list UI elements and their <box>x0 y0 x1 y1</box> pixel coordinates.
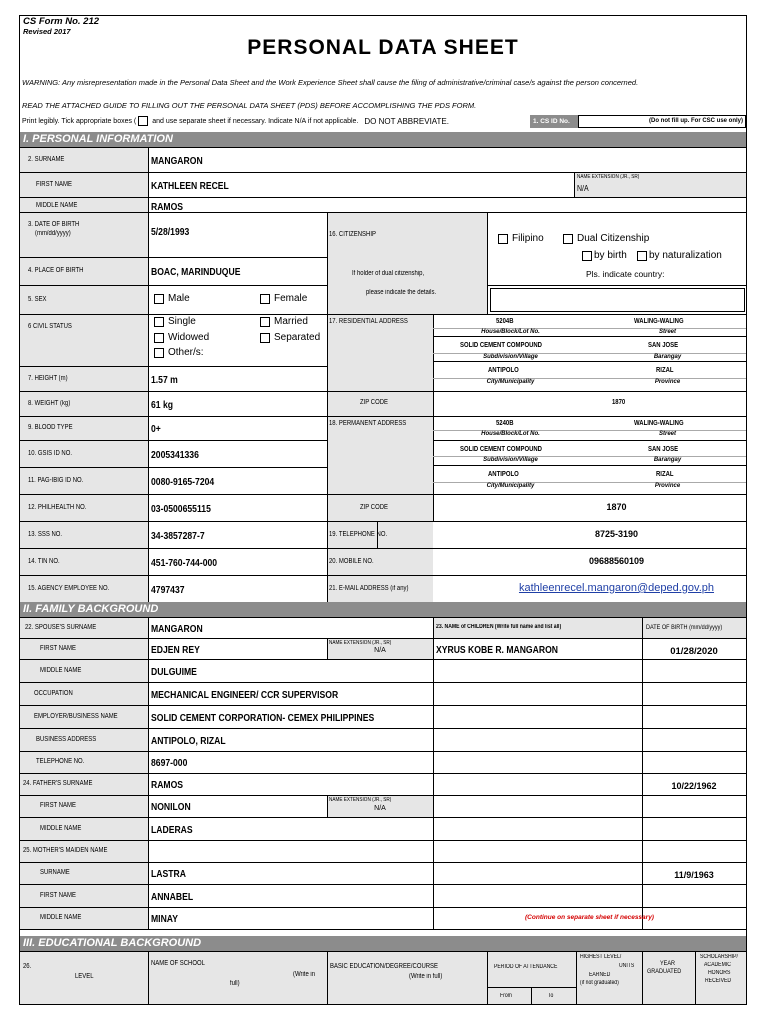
res-house-value: 5204B <box>496 318 514 325</box>
weight-value: 61 kg <box>151 399 174 411</box>
tin-label: 14. TIN NO. <box>28 558 60 565</box>
perm-house-caption: House/Block/Lot No. <box>481 431 540 437</box>
mother-middle-value: MINAY <box>151 913 178 925</box>
education-number: 26. <box>23 963 32 970</box>
occupation-value: MECHANICAL ENGINEER/ CCR SUPERVISOR <box>151 689 339 701</box>
perm-street-value: WALING-WALING <box>634 420 684 427</box>
school-label-a: NAME OF SCHOOL <box>151 960 205 967</box>
continue-note: (Continue on separate sheet if necessary) <box>525 914 654 921</box>
telephone-label-b: NO. <box>376 531 388 538</box>
business-tel-label: TELEPHONE NO. <box>36 758 85 765</box>
male-label: Male <box>168 293 190 304</box>
father-middle-label: MIDDLE NAME <box>40 825 82 832</box>
dual-note-2: please indicate the details. <box>366 289 437 296</box>
perm-subdivision-value: SOLID CEMENT COMPOUND <box>460 446 542 453</box>
spouse-first-label: FIRST NAME <box>40 645 76 652</box>
gsis-value: 2005341336 <box>151 449 199 461</box>
cit-filipino-option[interactable] <box>498 233 544 244</box>
dob-label: 3. DATE OF BIRTH <box>28 221 80 228</box>
name-extension-label: NAME EXTENSION (JR., SR) <box>577 174 640 180</box>
res-house-caption: House/Block/Lot No. <box>481 329 540 335</box>
father-surname-label: 24. FATHER'S SURNAME <box>23 780 93 787</box>
pagibig-label: 11. PAG-IBIG ID NO. <box>28 477 84 484</box>
tick-sample-checkbox <box>138 116 148 126</box>
employer-value: SOLID CEMENT CORPORATION- CEMEX PHILIPPINES <box>151 712 375 724</box>
email-link[interactable]: kathleenrecel.mangaron@deped.gov.ph <box>518 582 715 594</box>
res-barangay-caption: Barangay <box>653 354 682 360</box>
perm-city-caption: City/Municipality <box>486 483 535 489</box>
married-checkbox[interactable] <box>260 317 270 327</box>
country-field[interactable] <box>490 288 745 312</box>
father-first-value: NONILON <box>151 801 191 813</box>
email-label: 21. E-MAIL ADDRESS (if any) <box>329 585 409 592</box>
name-extension-value: N/A <box>577 183 589 193</box>
mother-middle-label: MIDDLE NAME <box>40 914 82 921</box>
single-checkbox[interactable] <box>154 317 164 327</box>
citizenship-label: 16. CITIZENSHIP <box>329 231 376 238</box>
perm-barangay-caption: Barangay <box>653 457 682 463</box>
telephone-label <box>329 531 387 538</box>
agency-no-value: 4797437 <box>151 584 185 596</box>
widowed-checkbox[interactable] <box>154 333 164 343</box>
honors-a: SCHOLARSHIP/ <box>700 954 738 960</box>
year-graduated-a: YEAR <box>660 960 676 967</box>
highest-level-b: UNITS <box>619 963 635 969</box>
perm-barangay-value: SAN JOSE <box>648 446 679 453</box>
perm-zip-label: ZIP CODE <box>360 504 388 511</box>
school-label-b: (Write in <box>293 971 316 978</box>
school-label-c: full) <box>230 980 240 987</box>
by-birth-checkbox[interactable] <box>582 251 592 261</box>
sss-label: 13. SSS NO. <box>28 531 63 538</box>
perm-subdivision-caption: Subdivision/Village <box>483 457 538 463</box>
child-dob-value: 01/28/2020 <box>670 646 718 657</box>
weight-label: 8. WEIGHT (kg) <box>28 400 71 407</box>
gsis-label: 10. GSIS ID NO. <box>28 450 72 457</box>
revised-date: Revised 2017 <box>23 27 71 36</box>
csc-use-note: (Do not fill up. For CSC use only) <box>649 118 743 124</box>
res-barangay-value: SAN JOSE <box>648 342 679 349</box>
spouse-surname-value: MANGARON <box>151 623 203 635</box>
res-zip-label: ZIP CODE <box>360 399 388 406</box>
agency-no-label: 15. AGENCY EMPLOYEE NO. <box>28 585 110 592</box>
telephone-value: 8725-3190 <box>594 529 639 539</box>
spouse-surname-label: 22. SPOUSE'S SURNAME <box>25 624 97 631</box>
perm-city-value: ANTIPOLO <box>488 471 519 478</box>
blood-type-value: 0+ <box>151 423 161 435</box>
to-label: To <box>548 993 554 999</box>
business-address-value: ANTIPOLO, RIZAL <box>151 735 226 747</box>
first-name-value: KATHLEEN RECEL <box>151 180 229 192</box>
residential-address-label: 17. RESIDENTIAL ADDRESS <box>329 318 408 325</box>
single-label: Single <box>168 316 196 327</box>
res-subdivision-value: SOLID CEMENT COMPOUND <box>460 342 542 349</box>
res-zip-value: 1870 <box>612 399 626 406</box>
perm-house-value: 5240B <box>496 420 514 427</box>
honors-b: ACADEMIC <box>704 962 731 968</box>
mobile-value: 09688560109 <box>588 556 645 566</box>
dual-note-1: If holder of dual citizenship, <box>352 270 425 277</box>
business-address-label: BUSINESS ADDRESS <box>36 736 97 743</box>
perm-province-caption: Province <box>654 483 681 489</box>
course-label-a: BASIC EDUCATION/DEGREE/COURSE <box>330 963 439 970</box>
cs-id-field[interactable] <box>578 115 746 128</box>
female-label: Female <box>274 293 308 304</box>
spouse-middle-label: MIDDLE NAME <box>40 667 82 674</box>
perm-province-value: RIZAL <box>656 471 674 478</box>
dob-value: 5/28/1993 <box>151 226 190 238</box>
attendance-label: PERIOD OF ATTENDANCE <box>494 964 558 970</box>
father-ext-value: N/A <box>374 805 386 812</box>
spouse-ext-value: N/A <box>374 647 386 654</box>
married-label: Married <box>274 316 308 327</box>
sex-female-option[interactable] <box>260 293 307 304</box>
occupation-label: OCCUPATION <box>34 690 73 697</box>
filipino-checkbox[interactable] <box>498 234 508 244</box>
course-label-b: (Write in full) <box>409 973 443 980</box>
res-province-caption: Province <box>654 379 681 385</box>
perm-zip-value: 1870 <box>606 502 627 512</box>
mobile-label: 20. MOBILE NO. <box>329 558 374 565</box>
mother-maiden-label: 25. MOTHER'S MAIDEN NAME <box>23 847 108 854</box>
mother-dob-value: 11/9/1963 <box>674 870 714 880</box>
citizenship-label-bg <box>327 212 487 314</box>
dob-format: (mm/dd/yyyy) <box>35 230 71 237</box>
res-city-caption: City/Municipality <box>486 379 535 385</box>
father-ext-label: NAME EXTENSION (JR., SR) <box>329 797 392 803</box>
section-educational-background: III. EDUCATIONAL BACKGROUND <box>20 936 746 951</box>
spouse-first-value: EDJEN REY <box>151 644 200 656</box>
print-note-start: Print legibly. Tick appropriate boxes ( <box>22 117 137 125</box>
mother-first-value: ANNABEL <box>151 891 194 903</box>
section-family-background: II. FAMILY BACKGROUND <box>20 602 746 617</box>
res-subdivision-caption: Subdivision/Village <box>483 354 538 360</box>
tin-value: 451-760-744-000 <box>151 557 218 569</box>
do-not-abbreviate: DO NOT ABBREVIATE. <box>364 116 449 126</box>
cit-dual-option[interactable] <box>563 233 649 244</box>
section-personal-info: I. PERSONAL INFORMATION <box>20 132 746 147</box>
sex-label: 5. SEX <box>28 296 47 303</box>
middle-name-label: MIDDLE NAME <box>36 202 78 209</box>
civil-married-option[interactable] <box>260 316 308 327</box>
child-name-value: XYRUS KOBE R. MANGARON <box>436 644 558 656</box>
guide-instruction: READ THE ATTACHED GUIDE TO FILLING OUT THE PERSONAL DATA SHEET (PDS) BEFORE ACCOMPLISHING THE PDS FORM. <box>22 101 477 110</box>
blood-type-label: 9. BLOOD TYPE <box>28 424 73 431</box>
highest-level-d: (if not graduated) <box>580 980 619 986</box>
filipino-label: Filipino <box>512 233 544 244</box>
height-label: 7. HEIGHT (m) <box>28 375 68 382</box>
father-first-label: FIRST NAME <box>40 802 76 809</box>
father-dob-value: 10/22/1962 <box>671 781 717 791</box>
dual-label: Dual Citizenship <box>577 233 650 244</box>
res-street-caption: Street <box>658 329 676 335</box>
year-graduated-b: GRADUATED <box>647 968 682 975</box>
others-label: Other/s: <box>168 347 204 358</box>
others-checkbox[interactable] <box>154 348 164 358</box>
warning-text: WARNING: Any misrepresentation made in the Personal Data Sheet and the Work Experience Sheet shall cause the filing of administrative/criminal case/s against the person concerned. <box>22 78 639 87</box>
dual-checkbox[interactable] <box>563 234 573 244</box>
height-value: 1.57 m <box>151 374 178 386</box>
highest-level-a: HIGHEST LEVEL/ <box>580 954 622 960</box>
perm-street-caption: Street <box>658 431 676 437</box>
father-middle-value: LADERAS <box>151 824 193 836</box>
widowed-label: Widowed <box>168 332 210 343</box>
spouse-ext-label: NAME EXTENSION (JR., SR) <box>329 640 392 646</box>
surname-value: MANGARON <box>151 155 203 167</box>
form-number: CS Form No. 212 <box>23 16 100 27</box>
telephone-label-a: 19. TELEPHONE <box>329 531 375 538</box>
by-birth-label: by birth <box>594 250 627 261</box>
from-label: From <box>500 993 512 999</box>
civil-separated-option[interactable] <box>260 332 320 343</box>
civil-status-label: 6 CIVIL STATUS <box>28 323 72 330</box>
by-naturalization-label: by naturalization <box>649 250 722 261</box>
personal-data-sheet <box>19 15 747 1005</box>
res-street-value: WALING-WALING <box>634 318 684 325</box>
civil-single-option[interactable] <box>154 316 196 327</box>
spouse-middle-value: DULGUIME <box>151 666 197 678</box>
children-label: 23. NAME of CHILDREN (Write full name and list all) <box>436 624 562 630</box>
middle-name-value: RAMOS <box>151 201 184 213</box>
mother-surname-value: LASTRA <box>151 868 186 880</box>
permanent-address-label: 18. PERMANENT ADDRESS <box>329 420 407 427</box>
pob-value: BOAC, MARINDUQUE <box>151 266 241 278</box>
separated-checkbox[interactable] <box>260 333 270 343</box>
highest-level-c: EARNED <box>589 972 611 978</box>
level-label: LEVEL <box>75 973 94 980</box>
surname-label: 2. SURNAME <box>28 156 65 163</box>
cs-id-label: 1. CS ID No. <box>530 115 578 128</box>
children-dob-label: DATE OF BIRTH (mm/dd/yyyy) <box>646 624 723 631</box>
cit-naturalization-option[interactable] <box>637 250 722 261</box>
female-checkbox[interactable] <box>260 294 270 304</box>
civil-widowed-option[interactable] <box>154 332 209 343</box>
honors-d: RECEIVED <box>705 978 732 984</box>
education-header-bg <box>20 951 746 1004</box>
mother-first-label: FIRST NAME <box>40 892 76 899</box>
civil-others-option[interactable] <box>154 347 204 358</box>
print-instruction <box>22 116 449 126</box>
country-prompt: Pls. indicate country: <box>586 269 665 279</box>
sex-male-option[interactable] <box>154 293 190 304</box>
first-name-label: FIRST NAME <box>36 181 72 188</box>
page-title: PERSONAL DATA SHEET <box>247 36 519 59</box>
res-province-value: RIZAL <box>656 367 674 374</box>
separated-label: Separated <box>274 332 321 343</box>
father-surname-value: RAMOS <box>151 779 184 791</box>
res-city-value: ANTIPOLO <box>488 367 519 374</box>
philhealth-label: 12. PHILHEALTH NO. <box>28 504 87 511</box>
male-checkbox[interactable] <box>154 294 164 304</box>
sss-value: 34-3857287-7 <box>151 530 205 542</box>
print-note-end: and use separate sheet if necessary. Indicate N/A if not applicable. <box>152 117 359 125</box>
by-naturalization-checkbox[interactable] <box>637 251 647 261</box>
mother-surname-label: SURNAME <box>40 869 70 876</box>
pob-label: 4. PLACE OF BIRTH <box>28 267 84 274</box>
philhealth-value: 03-0500655115 <box>151 503 211 515</box>
honors-c: HONORS <box>708 970 731 976</box>
cit-birth-option[interactable] <box>582 250 627 261</box>
business-tel-value: 8697-000 <box>151 757 188 769</box>
employer-label: EMPLOYER/BUSINESS NAME <box>34 713 118 720</box>
pagibig-value: 0080-9165-7204 <box>151 476 215 488</box>
